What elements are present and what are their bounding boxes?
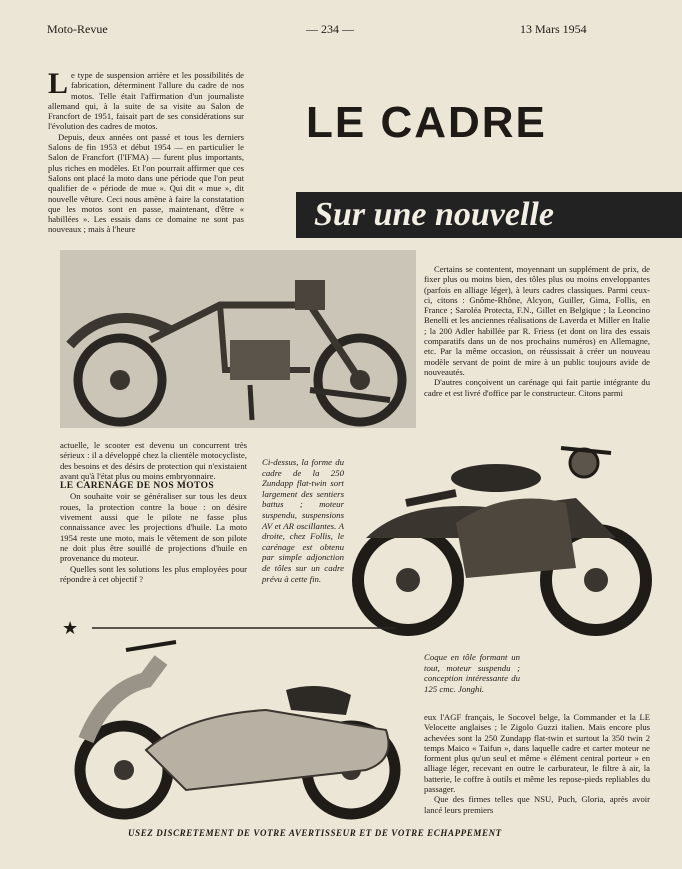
caption-jonghi: Coque en tôle formant un tout, moteur suspendu ; conception intéressante du 125 cmc. Jonghi. (424, 652, 520, 694)
drop-cap: L (48, 67, 69, 100)
article-title: LE CADRE (306, 98, 547, 147)
page-number: — 234 — (306, 22, 354, 36)
star-icon: ★ (62, 618, 79, 639)
follis-motorcycle-illustration (346, 428, 666, 646)
issue-date: 13 Mars 1954 (520, 22, 587, 36)
title-banner: Sur une nouvelle (296, 192, 682, 238)
bottom-paragraph-1: eux l'AGF français, le Socovel belge, la Commander et la LE Velocette anglaises ; le Zigolo Guzzi italien. Mais encore plus achevées sont la 250 Zundapp flat-twin et surtout la 350 twin 2 temps Maico « Taifun », dans laquelle cadre et carter moteur ne forment plus qu'un seul et même « élément central porteur » en alliage léger, recevant en outre le carburateur, le filtre à air, la batterie, le coffre à outils et même les repose-pieds repliables du passager. (424, 712, 650, 795)
right-column (424, 264, 650, 398)
jonghi-motorcycle-illustration (66, 620, 422, 824)
middle-paragraph-1: actuelle, le scooter est devenu un concurrent très sérieux : il a développé chez la clientèle motocycliste, des besoins et des désirs de protection qui n'existaient avant qu'à l'état plus ou moins embryonnaire. (60, 440, 247, 481)
subheading-carenage: LE CARENAGE DE NOS MOTOS (60, 481, 215, 492)
intro-paragraph-2: Depuis, deux années ont passé et tous les derniers Salons de fin 1953 et début 1954 — en particulier le Salon de Francfort (l'IFMA) — furent plus importants, plus riches en modèles. Et l'on pourrait affirmer que ces Salons ont placé la moto dans une période que l'on peut qualifier de « période de mue ». Qui dit « mue », dit nouvelle vêture. Ceci nous amène à faire la constatation que les motos sont en passe, maintenant, d'être « habillées ». Les essais dans ce domaine ne sont pas nouveaux ; mais à l'heure (48, 131, 244, 235)
bottom-right-column (424, 712, 650, 815)
right-paragraph-2: D'autres conçoivent un carénage qui fait partie intégrante du cadre et est livré d'office par le constructeur. Citons parmi (424, 377, 650, 398)
middle-paragraph-2: On souhaite voir se généraliser sur tous les deux roues, la protection contre la boue : on désire vivement aussi que le pilote ne fasse plus connaissance avec les projections d'huile. La moto 1954 reste une moto, mais le vêtement de son pilote ne doit plus être souillé de projections d'huile en provenance du moteur. (60, 491, 247, 564)
photo-jonghi-125 (66, 620, 422, 824)
middle-column (60, 440, 247, 584)
zundapp-frame-illustration (60, 250, 416, 428)
footer-slogan: USEZ DISCRETEMENT DE VOTRE AVERTISSEUR ET DE VOTRE ECHAPPEMENT (128, 828, 502, 838)
caption-zundapp-follis: Ci-dessus, la forme du cadre de la 250 Zundapp flat-twin sort largement des sentiers battus ; moteur suspendu, suspensions AV et AR oscillantes. A droite, chez Follis, le carénage est obtenu par simple adjonction de tôles sur un cadre prévu à cette fin. (262, 457, 344, 584)
middle-paragraph-3: Quelles sont les solutions les plus employées pour répondre à cet objectif ? (60, 563, 247, 584)
bottom-paragraph-2: Que des firmes telles que NSU, Puch, Gloria, après avoir lancé leurs premiers (424, 794, 650, 815)
photo-zundapp-frame (60, 250, 416, 428)
right-paragraph-1: Certains se contentent, moyennant un supplément de prix, de fixer plus ou moins bien, des tôles plus ou moins enveloppantes (parfois en alliage léger), à leurs cadres classiques. Parmi ceux-ci, citons : Gnôme-Rhône, Alcyon, Guiller, Gima, Follis, en France ; Saroléa Protecta, F.N., Gillet en Belgique ; la Leoncino Benelli et les anciennes réalisations de Laverda et Miller en Italie ; la 200 Adler habillée par R. Friess (et dont on lira des essais comparatifs dans un de nos prochains numéros) en Allemagne, etc. Par la même occasion, on réussissait à créer un nouveau modèle servant de point de mire à un public toujours avide de nouveautés. (424, 264, 650, 377)
photo-follis-motorcycle (346, 428, 666, 646)
article-intro-column (48, 67, 244, 235)
intro-paragraph-1: e type de suspension arrière et les possibilités de fabrication, déterminent l'allure du cadre de nos motos. Telle était l'affirmation d'un journaliste allemand qui, à la suite de sa visite au Salon de Francfort de 1951, faisait part de ses considérations sur l'évolution des cadres de motos. (48, 70, 244, 132)
running-header-left: Moto-Revue (47, 22, 108, 36)
